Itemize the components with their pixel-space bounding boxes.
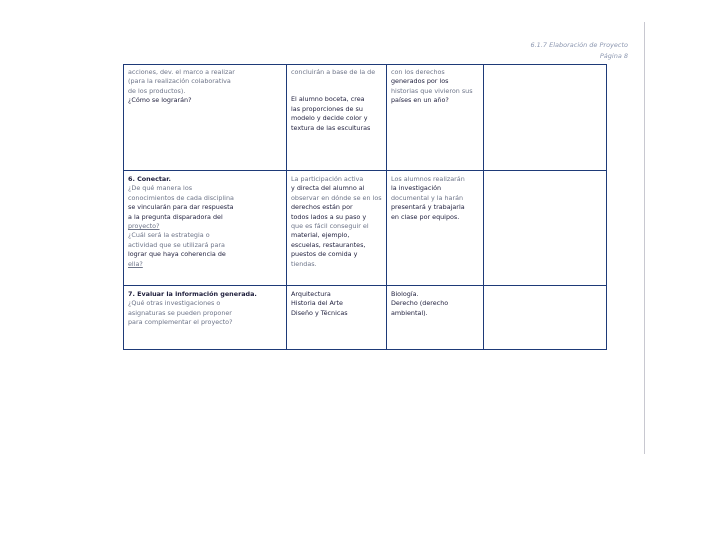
row3-col1-cell <box>124 286 287 350</box>
row3-col2-line: Arquitectura <box>291 290 331 298</box>
row2-col1-line: ¿Cuál será la estrategia o <box>128 231 210 240</box>
row2-col3-line: presentará y trabajarla <box>391 203 465 212</box>
row3-col1-line: asignaturas se pueden proponer <box>128 308 232 317</box>
row1-col3-line: generados por los <box>391 77 449 86</box>
row1-col1-line: (para la realización colaborativa <box>128 77 231 86</box>
header-page-number: Página 8 <box>599 52 628 60</box>
row1-col2-line: El alumno boceta, crea <box>291 95 365 104</box>
row3-col2-cell <box>287 286 387 350</box>
row1-col3-line: historias que vivieron sus <box>391 86 473 95</box>
row2-col1-cell <box>124 171 287 286</box>
row1-col1-line: de los productos). <box>128 86 186 95</box>
project-table <box>123 64 607 350</box>
row1-col4-cell <box>484 65 607 171</box>
row2-col1-line: a la pregunta disparadora del <box>128 212 223 221</box>
row1-col2-line: las proporciones de su <box>291 104 363 113</box>
row2-col2-line: material, ejemplo, <box>291 231 350 240</box>
row3-col3-line: Derecho (derecho <box>391 299 449 308</box>
row2-col3-line: la investigación <box>391 184 442 193</box>
row2-col1-line: se vincularán para dar respuesta <box>128 203 234 212</box>
row3-col3-line: ambiental). <box>391 308 428 317</box>
row2-col1-line: ella? <box>128 259 143 268</box>
row2-col2-line: observar en dónde se en los <box>291 193 382 202</box>
row1-col2-line: textura de las esculturas <box>291 123 371 132</box>
table-row <box>124 171 607 286</box>
row2-col1-line: proyecto? <box>128 222 160 231</box>
row2-col3-line: documental y la harán <box>391 193 464 202</box>
row2-col2-line: puestos de comida y <box>291 250 358 259</box>
row1-col3-line: países en un año? <box>391 96 449 105</box>
row2-col2-cell <box>287 171 387 286</box>
row3-col1-line: para complementar el proyecto? <box>128 318 233 327</box>
row1-col3-line: con los derechos <box>391 68 445 76</box>
row2-col2-line: que es fácil conseguir el <box>291 222 369 231</box>
row2-col2-line: escuelas, restaurantes, <box>291 240 366 249</box>
row2-col3-line: Los alumnos realizarán <box>391 175 465 183</box>
row2-col3-line: en clase por equipos. <box>391 212 460 221</box>
row2-col2-line: todos lados a su paso y <box>291 212 367 221</box>
row2-col1-line: ¿De qué manera los <box>128 184 193 193</box>
row3-col3-line: Biología. <box>391 290 419 298</box>
row1-col1-line: ¿Cómo se lograrán? <box>128 96 192 105</box>
row1-col2-line: modelo y decide color y <box>291 114 368 123</box>
page-header <box>530 40 628 62</box>
row1-col2-line: concluirán a base de la de <box>291 68 376 76</box>
row3-col2-line: Historia del Arte <box>291 299 343 308</box>
row3-col1-line: ¿Qué otras investigaciones o <box>128 299 221 308</box>
row2-col2-line: tiendas. <box>291 259 317 268</box>
step-6-heading: 6. Conectar. <box>128 175 171 183</box>
row2-col2-line: y directa del alumno al <box>291 184 365 193</box>
row3-col3-cell <box>387 286 484 350</box>
step-7-heading: 7. Evaluar la información generada. <box>128 290 257 298</box>
row2-col2-line: La participación activa <box>291 175 364 183</box>
margin-line <box>644 22 645 454</box>
row2-col3-cell <box>387 171 484 286</box>
row1-col2-cell <box>287 65 387 171</box>
row1-col3-cell <box>387 65 484 171</box>
row2-col1-line: conocimientos de cada disciplina <box>128 193 234 202</box>
table-row <box>124 65 607 171</box>
row1-col1-line: acciones, dev. el marco a realizar <box>128 68 235 76</box>
row2-col1-line: lograr que haya coherencia de <box>128 250 226 259</box>
row2-col4-cell <box>484 171 607 286</box>
table-row <box>124 286 607 350</box>
row2-col2-line: derechos están por <box>291 203 353 212</box>
row3-col4-cell <box>484 286 607 350</box>
row1-col1-cell <box>124 65 287 171</box>
row2-col1-line: actividad que se utilizará para <box>128 240 225 249</box>
header-title: 6.1.7 Elaboración de Proyecto <box>530 41 628 49</box>
row3-col2-line: Diseño y Técnicas <box>291 308 348 317</box>
